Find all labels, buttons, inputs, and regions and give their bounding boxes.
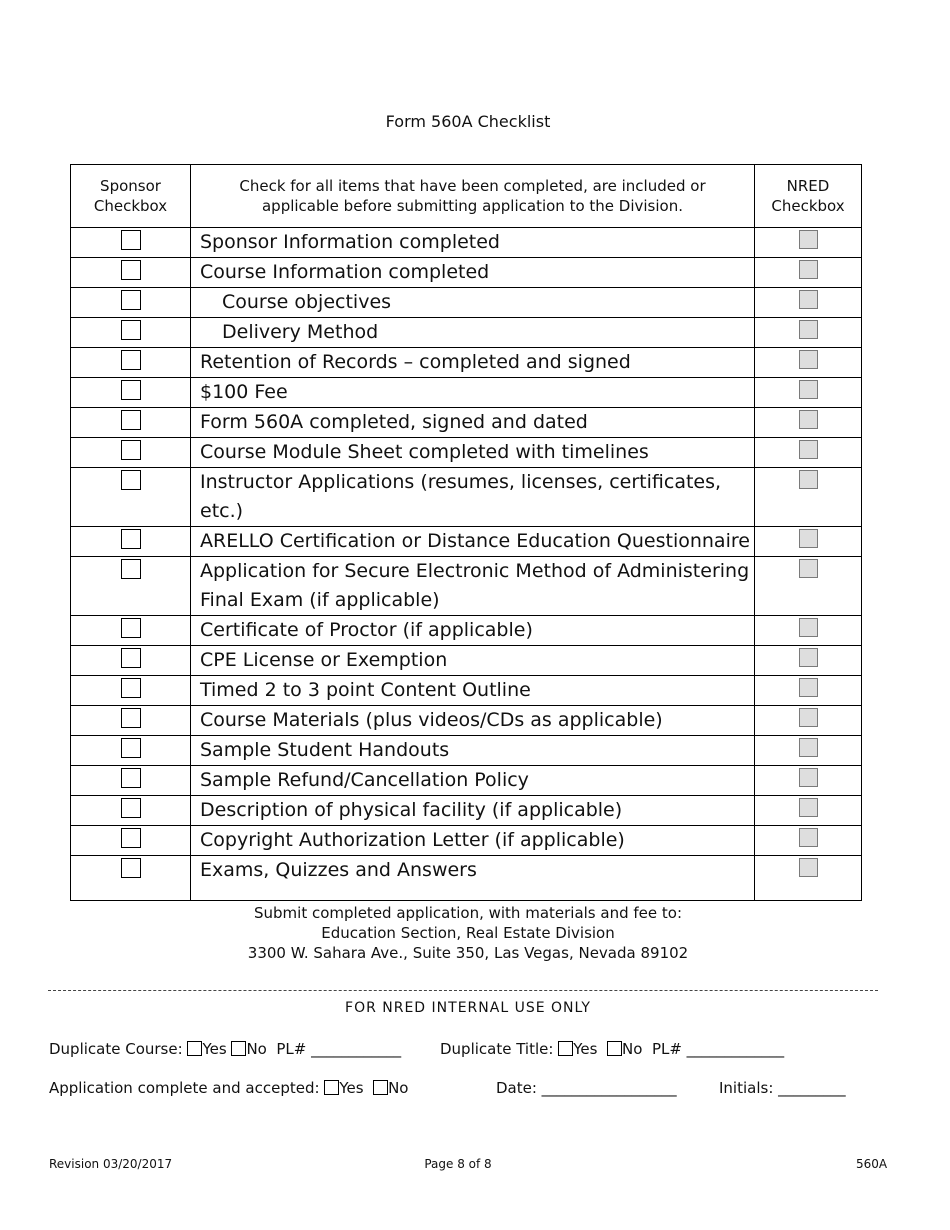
nred-checkbox-header: NRED Checkbox [755, 165, 862, 228]
sponsor-checkbox[interactable] [121, 708, 141, 728]
sponsor-checkbox[interactable] [121, 350, 141, 370]
form-number: 560A [856, 1157, 888, 1171]
duplicate-title-group [440, 1040, 784, 1058]
checklist-item: Copyright Authorization Letter (if applicable) [191, 826, 755, 856]
nred-checkbox[interactable] [799, 678, 818, 697]
nred-checkbox[interactable] [799, 708, 818, 727]
submit-instructions [0, 903, 936, 963]
instructions-header: Check for all items that have been completed, are included or applicable before submitting application to the Division. [191, 165, 755, 228]
checklist-row [71, 378, 862, 408]
nred-checkbox[interactable] [799, 738, 818, 757]
nred-checkbox[interactable] [799, 440, 818, 459]
checklist-item: Retention of Records – completed and signed [191, 348, 755, 378]
duplicate-course-group [49, 1040, 401, 1058]
checklist-row [71, 557, 862, 616]
revision-date: Revision 03/20/2017 [49, 1157, 173, 1171]
checklist-row [71, 527, 862, 557]
sponsor-checkbox[interactable] [121, 260, 141, 280]
application-accepted-no-label: No [388, 1079, 409, 1097]
nred-checkbox[interactable] [799, 858, 818, 877]
checklist-item: Delivery Method [191, 318, 755, 348]
sponsor-checkbox[interactable] [121, 470, 141, 490]
nred-checkbox[interactable] [799, 768, 818, 787]
sponsor-checkbox-header: Sponsor Checkbox [71, 165, 191, 228]
submit-address-section: Education Section, Real Estate Division [321, 924, 615, 942]
sponsor-checkbox[interactable] [121, 320, 141, 340]
checklist-item: Description of physical facility (if applicable) [191, 796, 755, 826]
duplicate-course-label: Duplicate Course: [49, 1040, 183, 1058]
sponsor-checkbox[interactable] [121, 738, 141, 758]
checklist-row [71, 228, 862, 258]
checklist-row [71, 438, 862, 468]
duplicate-title-no-label: No [621, 1040, 643, 1058]
nred-checkbox[interactable] [799, 618, 818, 637]
sponsor-checkbox[interactable] [121, 618, 141, 638]
application-accepted-group [49, 1079, 408, 1097]
nred-checkbox[interactable] [799, 798, 818, 817]
page-number: Page 8 of 8 [424, 1157, 492, 1171]
nred-checkbox[interactable] [799, 529, 818, 548]
duplicate-title-yes-checkbox[interactable] [558, 1041, 573, 1056]
nred-checkbox[interactable] [799, 470, 818, 489]
application-accepted-yes-label: Yes [339, 1079, 364, 1097]
duplicate-title-pl-field[interactable]: PL# _____________ [651, 1040, 785, 1058]
checklist-row [71, 796, 862, 826]
checklist-item: Application for Secure Electronic Method of Administering Final Exam (if applicable) [191, 557, 755, 616]
nred-checkbox[interactable] [799, 828, 818, 847]
checklist-item: Timed 2 to 3 point Content Outline [191, 676, 755, 706]
nred-checkbox[interactable] [799, 230, 818, 249]
checklist-item: Course objectives [191, 288, 755, 318]
checklist-header-row [71, 165, 862, 228]
checklist-item: Course Information completed [191, 258, 755, 288]
checklist-row [71, 288, 862, 318]
checklist-row [71, 826, 862, 856]
checklist-table [70, 164, 862, 901]
checklist-row [71, 706, 862, 736]
checklist-row [71, 646, 862, 676]
checklist-row [71, 616, 862, 646]
nred-checkbox[interactable] [799, 380, 818, 399]
checklist-item: Sample Refund/Cancellation Policy [191, 766, 755, 796]
checklist-item: Course Materials (plus videos/CDs as applicable) [191, 706, 755, 736]
checklist-row [71, 766, 862, 796]
sponsor-checkbox[interactable] [121, 230, 141, 250]
initials-field[interactable]: Initials: _________ [719, 1079, 846, 1097]
duplicate-course-yes-label: Yes [202, 1040, 227, 1058]
checklist-item: Certificate of Proctor (if applicable) [191, 616, 755, 646]
internal-use-heading: FOR NRED INTERNAL USE ONLY [345, 1000, 591, 1016]
application-accepted-label: Application complete and accepted: [49, 1079, 320, 1097]
submit-address-street: 3300 W. Sahara Ave., Suite 350, Las Vegas, Nevada 89102 [247, 944, 689, 962]
checklist-row [71, 408, 862, 438]
checklist-item: Sample Student Handouts [191, 736, 755, 766]
nred-checkbox[interactable] [799, 290, 818, 309]
sponsor-checkbox[interactable] [121, 380, 141, 400]
nred-checkbox[interactable] [799, 648, 818, 667]
sponsor-checkbox[interactable] [121, 858, 141, 878]
checklist-row [71, 258, 862, 288]
checklist-item: Exams, Quizzes and Answers [191, 856, 755, 901]
sponsor-checkbox[interactable] [121, 678, 141, 698]
nred-checkbox[interactable] [799, 320, 818, 339]
checklist-item: Sponsor Information completed [191, 228, 755, 258]
checklist-row [71, 468, 862, 527]
cut-line-divider [48, 990, 878, 991]
checklist-item: CPE License or Exemption [191, 646, 755, 676]
form-title: Form 560A Checklist [385, 112, 551, 131]
submit-line: Submit completed application, with materials and fee to: [254, 904, 682, 922]
nred-checkbox[interactable] [799, 410, 818, 429]
checklist-item: Course Module Sheet completed with timelines [191, 438, 755, 468]
sponsor-checkbox[interactable] [121, 798, 141, 818]
duplicate-course-yes-checkbox[interactable] [187, 1041, 202, 1056]
application-accepted-no-checkbox[interactable] [373, 1080, 388, 1095]
checklist-item: $100 Fee [191, 378, 755, 408]
application-accepted-yes-checkbox[interactable] [324, 1080, 339, 1095]
date-field[interactable]: Date: __________________ [496, 1079, 677, 1097]
duplicate-title-no-checkbox[interactable] [607, 1041, 622, 1056]
checklist-item: ARELLO Certification or Distance Education Questionnaire [191, 527, 755, 557]
duplicate-title-label: Duplicate Title: [440, 1040, 554, 1058]
checklist-row [71, 676, 862, 706]
nred-checkbox[interactable] [799, 260, 818, 279]
sponsor-checkbox[interactable] [121, 290, 141, 310]
sponsor-checkbox[interactable] [121, 559, 141, 579]
checklist-row [71, 736, 862, 766]
checklist-row [71, 348, 862, 378]
nred-checkbox[interactable] [799, 350, 818, 369]
duplicate-title-yes-label: Yes [573, 1040, 598, 1058]
checklist-item: Instructor Applications (resumes, licenses, certificates, etc.) [191, 468, 755, 527]
sponsor-checkbox[interactable] [121, 410, 141, 430]
checklist-row [71, 318, 862, 348]
sponsor-checkbox[interactable] [121, 768, 141, 788]
checklist-item: Form 560A completed, signed and dated [191, 408, 755, 438]
duplicate-course-no-checkbox[interactable] [231, 1041, 246, 1056]
sponsor-checkbox[interactable] [121, 440, 141, 460]
sponsor-checkbox[interactable] [121, 648, 141, 668]
duplicate-course-no-label: No [246, 1040, 267, 1058]
sponsor-checkbox[interactable] [121, 828, 141, 848]
checklist-row [71, 856, 862, 901]
sponsor-checkbox[interactable] [121, 529, 141, 549]
duplicate-course-pl-field[interactable]: PL# ____________ [276, 1040, 402, 1058]
nred-checkbox[interactable] [799, 559, 818, 578]
